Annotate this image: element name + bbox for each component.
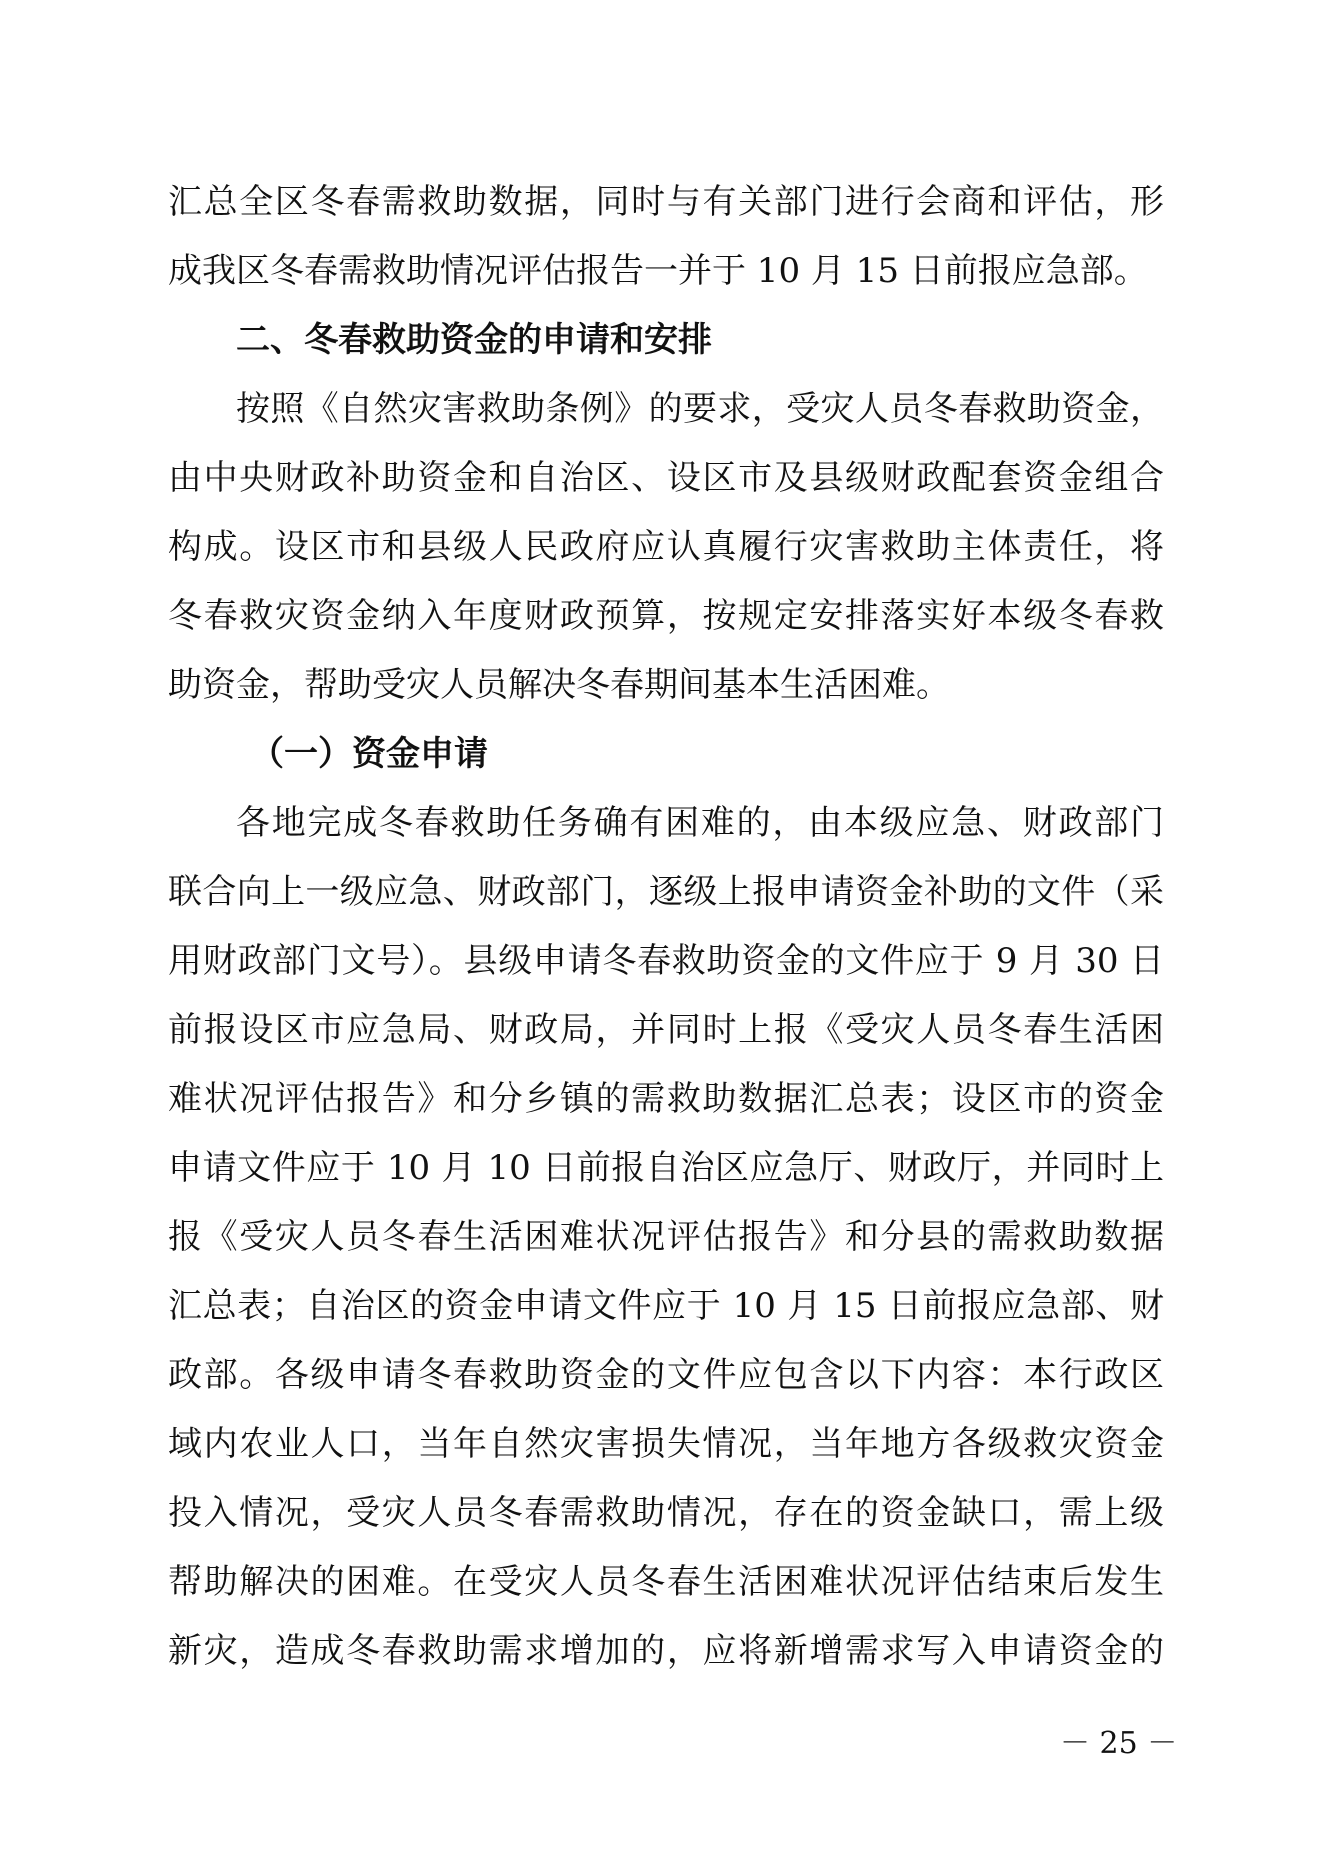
paragraph-line: 域内农业人口，当年自然灾害损失情况，当年地方各级救灾资金 [168, 1424, 1164, 1464]
paragraph-line: 政部。各级申请冬春救助资金的文件应包含以下内容：本行政区 [168, 1355, 1164, 1395]
paragraph-line: 成我区冬春需救助情况评估报告一并于 10 月 15 日前报应急部。 [168, 251, 1148, 291]
paragraph-line: 帮助解决的困难。在受灾人员冬春生活困难状况评估结束后发生 [168, 1562, 1164, 1602]
subsection-heading: （一）资金申请 [250, 734, 488, 774]
paragraph-line: 难状况评估报告》和分乡镇的需救助数据汇总表；设区市的资金 [168, 1079, 1164, 1119]
body-text [168, 168, 1164, 1686]
paragraph-line: 助资金，帮助受灾人员解决冬春期间基本生活困难。 [168, 665, 950, 705]
section-heading: 二、冬春救助资金的申请和安排 [236, 320, 712, 360]
paragraph-line: 汇总全区冬春需救助数据，同时与有关部门进行会商和评估，形 [168, 182, 1164, 222]
paragraph-line: 用财政部门文号）。县级申请冬春救助资金的文件应于 9 月 30 日 [168, 941, 1164, 981]
paragraph-line: 联合向上一级应急、财政部门，逐级上报申请资金补助的文件（采 [168, 872, 1164, 912]
paragraph-line: 汇总表；自治区的资金申请文件应于 10 月 15 日前报应急部、财 [168, 1286, 1164, 1326]
paragraph-line: 申请文件应于 10 月 10 日前报自治区应急厅、财政厅，并同时上 [168, 1148, 1164, 1188]
paragraph-line: 冬春救灾资金纳入年度财政预算，按规定安排落实好本级冬春救 [168, 596, 1164, 636]
paragraph-line: 投入情况，受灾人员冬春需救助情况，存在的资金缺口，需上级 [168, 1493, 1164, 1533]
paragraph-line: 各地完成冬春救助任务确有困难的，由本级应急、财政部门 [236, 803, 1164, 843]
paragraph-line: 由中央财政补助资金和自治区、设区市及县级财政配套资金组合 [168, 458, 1164, 498]
page-number: － 25 － [1060, 1726, 1178, 1761]
paragraph-line: 前报设区市应急局、财政局，并同时上报《受灾人员冬春生活困 [168, 1010, 1164, 1050]
paragraph-line: 报《受灾人员冬春生活困难状况评估报告》和分县的需救助数据 [168, 1217, 1164, 1257]
paragraph-line: 按照《自然灾害救助条例》的要求，受灾人员冬春救助资金， [236, 389, 1164, 429]
paragraph-line: 构成。设区市和县级人民政府应认真履行灾害救助主体责任，将 [168, 527, 1164, 567]
paragraph-line: 新灾，造成冬春救助需求增加的，应将新增需求写入申请资金的 [168, 1631, 1164, 1671]
